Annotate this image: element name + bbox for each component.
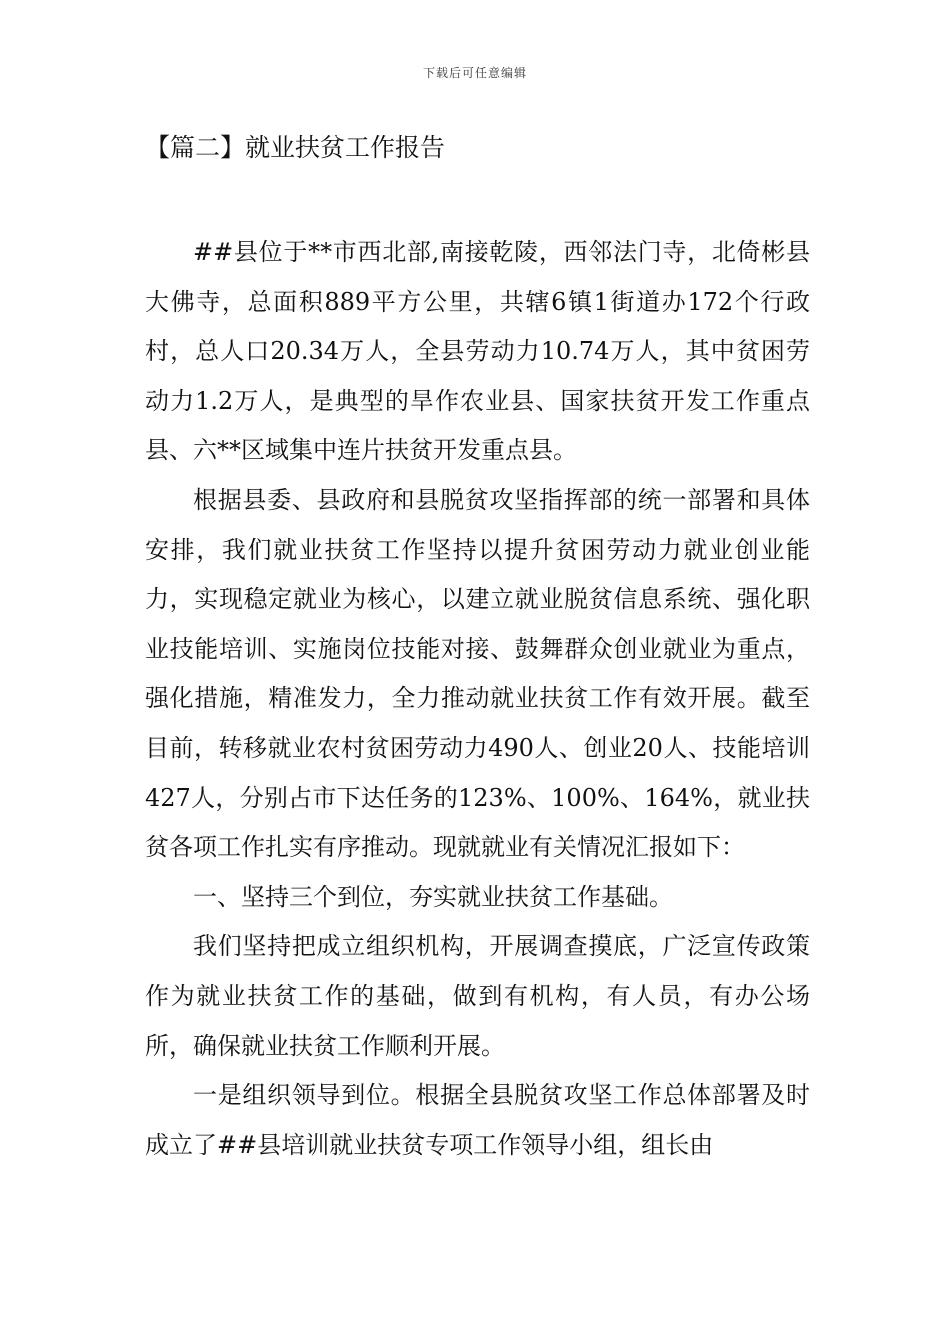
paragraph-foundation: 我们坚持把成立组织机构，开展调查摸底，广泛宣传政策作为就业扶贫工作的基础，做到有机构，有人员，有办公场所，确保就业扶贫工作顺利开展。 bbox=[145, 932, 810, 1060]
document-title: 【篇二】就业扶贫工作报告 bbox=[145, 133, 446, 162]
section-heading-one: 一、坚持三个到位，夯实就业扶贫工作基础。 bbox=[193, 882, 673, 911]
paragraph-county-overview: ##县位于**市西北部,南接乾陵，西邻法门寺，北倚彬县大佛寺，总面积889平方公里，共辖6镇1街道办172个行政村，总人口20.34万人，全县劳动力10.74万人，其中贫困劳动力1.2万人，是典型的旱作农业县、国家扶贫开发工作重点县、六**区域集中连片扶贫开发重点县。 bbox=[145, 238, 810, 465]
page-header-note: 下载后可任意编辑 bbox=[422, 66, 527, 80]
paragraph-organization: 一是组织领导到位。根据全县脱贫攻坚工作总体部署及时成立了##县培训就业扶贫专项工作领导小组，组长由 bbox=[145, 1081, 810, 1159]
document-body bbox=[145, 228, 810, 1170]
paragraph-work-summary: 根据县委、县政府和县脱贫攻坚指挥部的统一部署和具体安排，我们就业扶贫工作坚持以提升贫困劳动力就业创业能力，实现稳定就业为核心，以建立就业脱贫信息系统、强化职业技能培训、实施岗位技能对接、鼓舞群众创业就业为重点，强化措施，精准发力，全力推动就业扶贫工作有效开展。截至目前，转移就业农村贫困劳动力490人、创业20人、技能培训427人，分别占市下达任务的123%、100%、164%，就业扶贫各项工作扎实有序推动。现就就业有关情况汇报如下： bbox=[145, 485, 810, 862]
